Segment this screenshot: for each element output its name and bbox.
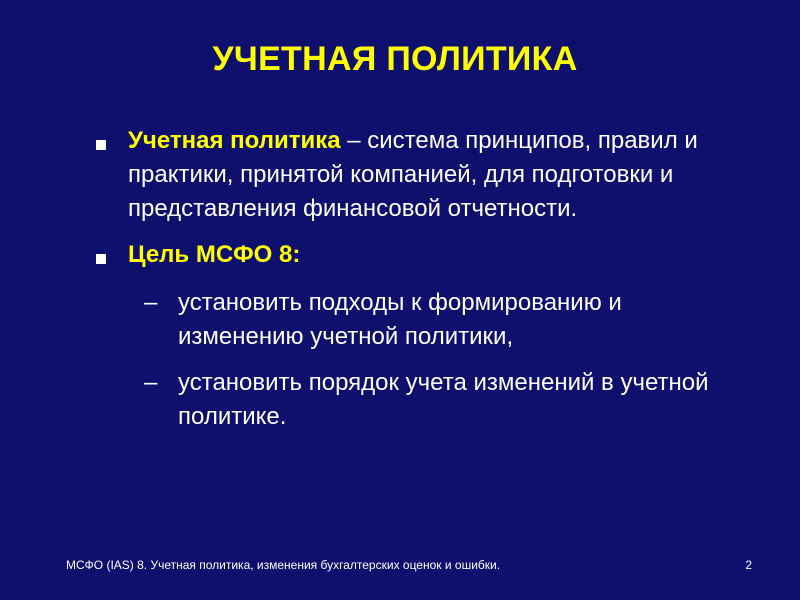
dash-marker: –	[144, 289, 158, 316]
slide-footer: МСФО (IAS) 8. Учетная политика, изменения бухгалтерских оценок и ошибки.	[66, 558, 501, 572]
bullet-lead-term: Учетная политика	[128, 127, 341, 154]
sub-item-procedure: установить порядок учета изменений в учетной политике.	[178, 369, 709, 430]
sub-item-approaches: установить подходы к формированию и изменению учетной политики,	[178, 289, 622, 350]
bullet-definition-text: – система принципов, правил и практики, принятой компанией, для подготовки и представления финансовой отчетности.	[128, 127, 698, 222]
bullet-item-goal	[128, 238, 768, 272]
dash-marker: –	[144, 369, 158, 396]
bullet-square-icon	[96, 140, 106, 150]
page-number: 2	[745, 558, 752, 572]
slide-title: УЧЕТНАЯ ПОЛИТИКА	[212, 40, 578, 78]
bullet-item-definition	[128, 124, 768, 226]
bullet-lead-goal: Цель МСФО 8:	[128, 241, 301, 268]
bullet-square-icon	[96, 254, 106, 264]
